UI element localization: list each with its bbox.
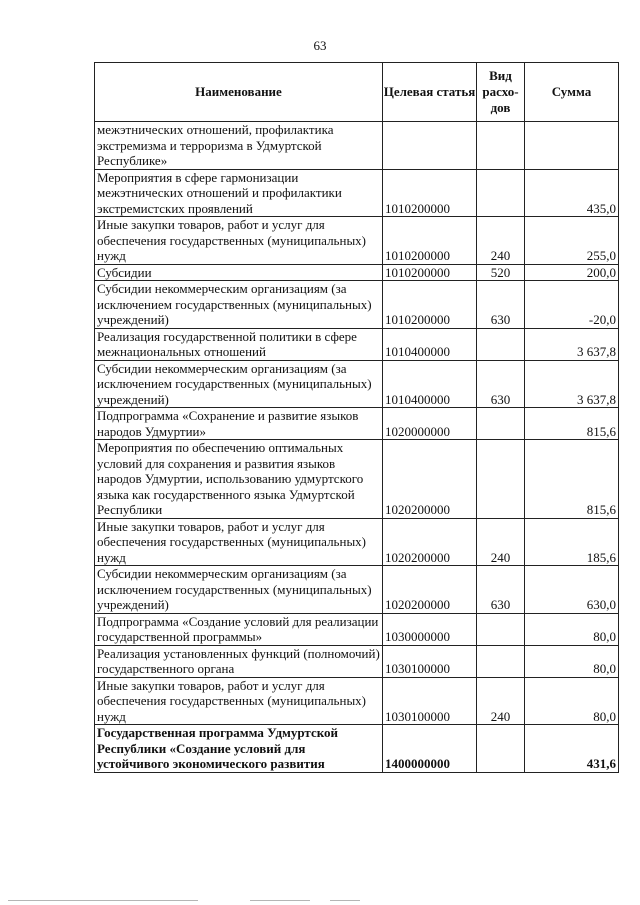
- row-target-article-cell: 1010400000: [383, 360, 477, 408]
- row-expense-type-cell: [477, 725, 525, 773]
- row-target-article-cell: 1020200000: [383, 566, 477, 614]
- row-name-cell: Иные закупки товаров, работ и услуг для обеспечения государственных (муниципальных) нужд: [95, 677, 383, 725]
- scan-artifact-line: [250, 900, 310, 901]
- row-expense-type-cell: [477, 440, 525, 519]
- table-row: [95, 217, 619, 265]
- row-amount-cell: 80,0: [525, 677, 619, 725]
- row-amount-cell: 80,0: [525, 645, 619, 677]
- row-expense-type-cell: [477, 645, 525, 677]
- table-header-row: [95, 63, 619, 122]
- row-expense-type-cell: 630: [477, 566, 525, 614]
- row-amount-cell: 3 637,8: [525, 360, 619, 408]
- row-target-article-cell: 1010200000: [383, 264, 477, 281]
- row-amount-cell: 815,6: [525, 408, 619, 440]
- row-target-article-cell: 1030100000: [383, 645, 477, 677]
- row-amount-cell: 185,6: [525, 518, 619, 566]
- row-name-cell: Иные закупки товаров, работ и услуг для обеспечения государственных (муниципальных) нужд: [95, 518, 383, 566]
- row-expense-type-cell: 240: [477, 677, 525, 725]
- row-amount-cell: 630,0: [525, 566, 619, 614]
- row-name-cell: Иные закупки товаров, работ и услуг для обеспечения государственных (муниципальных) нужд: [95, 217, 383, 265]
- header-name: Наименование: [95, 63, 383, 122]
- row-amount-cell: 200,0: [525, 264, 619, 281]
- table-row: [95, 169, 619, 217]
- row-name-cell: Подпрограмма «Сохранение и развитие языков народов Удмуртии»: [95, 408, 383, 440]
- table-row: [95, 645, 619, 677]
- table-row: [95, 281, 619, 329]
- row-name-cell: межэтнических отношений, профилактика экстремизма и терроризма в Удмуртской Республике»: [95, 122, 383, 170]
- budget-table: [94, 62, 619, 773]
- row-amount-cell: 431,6: [525, 725, 619, 773]
- row-name-cell: Субсидии некоммерческим организациям (за исключением государственных (муниципальных) учреждений): [95, 360, 383, 408]
- row-amount-cell: 3 637,8: [525, 328, 619, 360]
- row-expense-type-cell: 630: [477, 360, 525, 408]
- row-expense-type-cell: [477, 328, 525, 360]
- scan-artifact-line: [330, 900, 360, 901]
- row-target-article-cell: 1020200000: [383, 440, 477, 519]
- table-row: [95, 518, 619, 566]
- table-row: [95, 440, 619, 519]
- row-name-cell: Субсидии некоммерческим организациям (за исключением государственных (муниципальных) учреждений): [95, 566, 383, 614]
- row-expense-type-cell: 240: [477, 518, 525, 566]
- row-target-article-cell: 1020200000: [383, 518, 477, 566]
- row-target-article-cell: 1010200000: [383, 217, 477, 265]
- table-row: [95, 566, 619, 614]
- row-amount-cell: 255,0: [525, 217, 619, 265]
- row-name-cell: Мероприятия в сфере гармонизации межэтнических отношений и профилактики экстремистских проявлений: [95, 169, 383, 217]
- table-row: [95, 360, 619, 408]
- header-target-article: Целевая статья: [383, 63, 477, 122]
- row-expense-type-cell: 630: [477, 281, 525, 329]
- row-name-cell: Реализация государственной политики в сфере межнациональных отношений: [95, 328, 383, 360]
- row-expense-type-cell: 520: [477, 264, 525, 281]
- row-expense-type-cell: 240: [477, 217, 525, 265]
- row-target-article-cell: 1030000000: [383, 613, 477, 645]
- scan-artifact-line: [8, 900, 198, 901]
- table-row: [95, 677, 619, 725]
- row-target-article-cell: 1020000000: [383, 408, 477, 440]
- row-amount-cell: 815,6: [525, 440, 619, 519]
- row-target-article-cell: 1400000000: [383, 725, 477, 773]
- row-name-cell: Государственная программа Удмуртской Республики «Создание условий для устойчивого экономического развития: [95, 725, 383, 773]
- row-target-article-cell: 1010400000: [383, 328, 477, 360]
- header-amount: Сумма: [525, 63, 619, 122]
- table-row: [95, 613, 619, 645]
- row-name-cell: Субсидии некоммерческим организациям (за исключением государственных (муниципальных) учреждений): [95, 281, 383, 329]
- row-expense-type-cell: [477, 122, 525, 170]
- row-expense-type-cell: [477, 408, 525, 440]
- table-row: [95, 328, 619, 360]
- row-target-article-cell: 1010200000: [383, 169, 477, 217]
- header-expense-type: Вид расхо-дов: [477, 63, 525, 122]
- row-expense-type-cell: [477, 169, 525, 217]
- row-target-article-cell: 1030100000: [383, 677, 477, 725]
- row-name-cell: Мероприятия по обеспечению оптимальных условий для сохранения и развития языков народов Удмуртии, использованию удмуртского языка как государственного языка Удмуртской Республики: [95, 440, 383, 519]
- row-target-article-cell: [383, 122, 477, 170]
- row-name-cell: Субсидии: [95, 264, 383, 281]
- table-row: [95, 264, 619, 281]
- table-row: [95, 408, 619, 440]
- row-amount-cell: [525, 122, 619, 170]
- row-name-cell: Подпрограмма «Создание условий для реализации государственной программы»: [95, 613, 383, 645]
- page-number: 63: [313, 38, 327, 53]
- table-row: [95, 725, 619, 773]
- row-amount-cell: -20,0: [525, 281, 619, 329]
- row-amount-cell: 435,0: [525, 169, 619, 217]
- row-name-cell: Реализация установленных функций (полномочий) государственного органа: [95, 645, 383, 677]
- row-expense-type-cell: [477, 613, 525, 645]
- row-amount-cell: 80,0: [525, 613, 619, 645]
- row-target-article-cell: 1010200000: [383, 281, 477, 329]
- table-row: [95, 122, 619, 170]
